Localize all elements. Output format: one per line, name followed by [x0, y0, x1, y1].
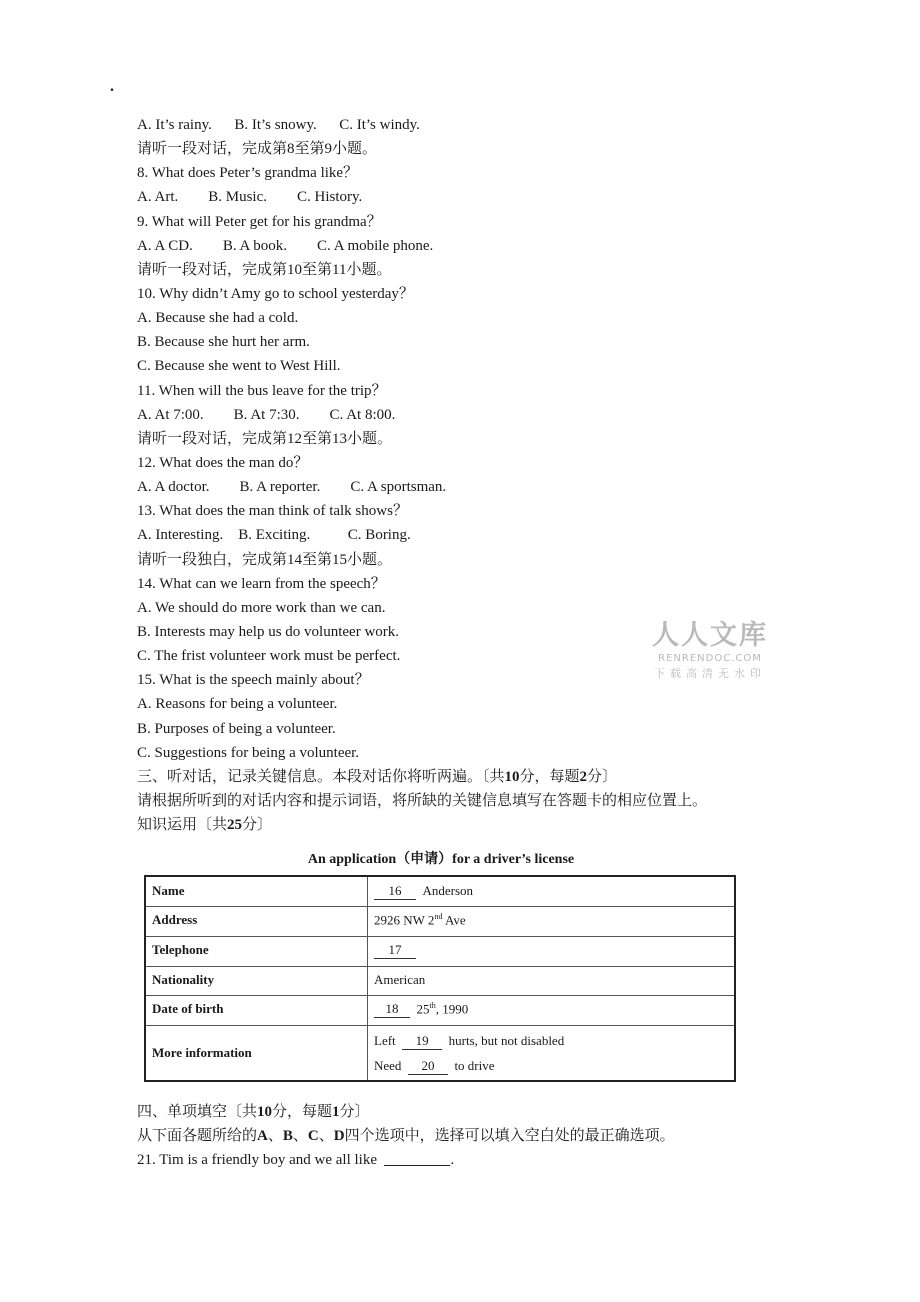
text-segment: A. Because she had a cold. — [137, 310, 299, 327]
text-segment: 四、单项填空〔共 — [137, 1104, 258, 1120]
text-line — [137, 596, 837, 620]
text-segment: C. The frist volunteer work must be perfect. — [137, 648, 401, 665]
text-segment: B. Because she hurt her arm. — [137, 334, 310, 351]
text-segment: 、 — [318, 1128, 334, 1145]
text-segment: B. Interests may help us do volunteer work. — [137, 623, 400, 640]
text-segment: D — [333, 1128, 345, 1145]
text-segment: B. Purposes of being a volunteer. — [137, 720, 336, 737]
exam-text-after-table — [137, 1100, 837, 1172]
license-form-table — [144, 875, 736, 1082]
text-line — [137, 330, 837, 354]
text-segment: 13. What does the man think of talk shows？ — [137, 503, 408, 520]
label-address: Address — [152, 912, 198, 927]
label-more-information: More information — [152, 1045, 252, 1060]
text-line — [137, 306, 837, 330]
text-line — [137, 475, 837, 499]
text-segment: A. It’s rainy. B. It’s snowy. C. It’s windy. — [137, 117, 420, 133]
text-segment: 知识运用〔共 — [137, 817, 228, 834]
form-title: An application（申请）for a driver’s license — [307, 852, 575, 867]
text-line — [137, 789, 837, 813]
text-line — [137, 185, 837, 209]
text-segment: 25 — [227, 817, 243, 834]
form-row-date-of-birth — [146, 995, 734, 1026]
text-line — [137, 765, 837, 789]
text-line — [137, 403, 837, 427]
text-line — [137, 113, 837, 137]
exam-text — [137, 113, 837, 837]
text-line — [137, 234, 837, 258]
text-segment: 2 — [579, 768, 588, 785]
text-segment: 请根据所听到的对话内容和提示词语，将所缺的关键信息填写在答题卡的相应位置上。 — [137, 792, 708, 809]
watermark-url: RENRENDOC.COM — [658, 653, 762, 664]
text-segment: 12. What does the man do？ — [137, 454, 309, 471]
text-line — [137, 282, 837, 306]
text-segment: 请听一段对话，完成第8至第9小题。 — [137, 141, 378, 158]
text-segment: A. Interesting. B. Exciting. C. Boring. — [137, 527, 411, 544]
text-segment: A. Art. B. Music. C. History. — [137, 189, 363, 206]
value-telephone: 17 — [374, 942, 416, 959]
text-line — [137, 572, 837, 596]
watermark — [645, 620, 775, 682]
text-segment: 请听一段独白，完成第14至第15小题。 — [137, 551, 393, 568]
value-more-info-line1: Left 19 hurts, but not disabled — [374, 1033, 565, 1048]
text-segment: A. A doctor. B. A reporter. C. A sportsman. — [137, 479, 447, 496]
answer-blank — [384, 1151, 450, 1166]
text-line — [137, 427, 837, 451]
page-dot: . — [110, 78, 114, 95]
form-row-name — [146, 877, 734, 907]
text-segment: 21. Tim is a friendly boy and we all like — [137, 1152, 385, 1169]
form-row-nationality — [146, 966, 734, 996]
text-segment: C. Suggestions for being a volunteer. — [137, 744, 360, 761]
text-line — [137, 1124, 837, 1148]
text-segment: 分〕 — [339, 1104, 370, 1120]
text-line — [137, 499, 837, 523]
text-segment: 1 — [332, 1104, 340, 1120]
text-segment: 四个选项中，选择可以填入空白处的最正确选项。 — [344, 1128, 675, 1145]
text-segment: 8. What does Peter’s grandma like？ — [137, 165, 359, 182]
text-line — [137, 161, 837, 185]
text-segment: 10 — [504, 768, 520, 785]
text-line — [137, 379, 837, 403]
text-segment: C — [307, 1128, 319, 1145]
text-line — [137, 523, 837, 547]
text-segment: A. Reasons for being a volunteer. — [137, 696, 338, 713]
label-nationality: Nationality — [152, 972, 215, 987]
text-line — [137, 548, 837, 572]
text-segment: 分，每题 — [272, 1104, 333, 1120]
text-segment: 11. When will the bus leave for the trip？ — [137, 382, 387, 399]
text-segment: 10 — [257, 1104, 273, 1120]
form-row-more-information — [146, 1025, 734, 1082]
text-segment: 、 — [267, 1128, 283, 1145]
text-segment: 14. What can we learn from the speech？ — [137, 575, 386, 592]
value-nationality: American — [374, 972, 426, 987]
text-segment: 15. What is the speech mainly about？ — [137, 672, 370, 689]
text-segment: 、 — [292, 1128, 308, 1145]
text-segment: C. Because she went to West Hill. — [137, 358, 341, 375]
text-segment: B — [282, 1128, 293, 1145]
text-line: 21. Tim is a friendly boy and we all like . — [137, 1152, 455, 1169]
label-name: Name — [152, 883, 185, 898]
text-segment: 请听一段对话，完成第12至第13小题。 — [137, 430, 393, 447]
text-line — [137, 258, 837, 282]
label-telephone: Telephone — [152, 942, 209, 957]
value-address: 2926 NW 2nd Ave — [374, 912, 466, 928]
value-more-info-line2: Need 20 to drive — [374, 1058, 495, 1073]
text-segment: 分〕 — [587, 768, 618, 785]
text-segment: 从下面各题所给的 — [137, 1128, 258, 1145]
text-segment: 9. What will Peter get for his grandma？ — [137, 213, 382, 230]
text-segment: 三、听对话，记录关键信息。本段对话你将听两遍。〔共 — [137, 768, 505, 785]
text-segment: 请听一段对话，完成第10至第11小题。 — [137, 261, 392, 278]
value-name: 16 Anderson — [374, 883, 473, 900]
form-row-telephone — [146, 936, 734, 967]
text-line — [137, 813, 837, 837]
text-line — [137, 741, 837, 765]
text-line — [137, 210, 837, 234]
text-segment: A. At 7:00. B. At 7:30. C. At 8:00. — [137, 406, 396, 423]
form-row-address — [146, 906, 734, 937]
text-segment: A. We should do more work than we can. — [137, 599, 386, 616]
text-line — [137, 717, 837, 741]
text-line — [137, 354, 837, 378]
text-line — [137, 137, 837, 161]
text-line — [137, 451, 837, 475]
label-date-of-birth: Date of birth — [152, 1001, 224, 1016]
text-segment: 分〕 — [242, 817, 273, 834]
text-segment: 10. Why didn’t Amy go to school yesterday？ — [137, 285, 414, 302]
text-line — [137, 1100, 837, 1124]
watermark-subtitle: 下载高清无水印 — [654, 667, 766, 680]
text-segment: 分，每题 — [519, 768, 580, 785]
text-segment: A — [257, 1128, 268, 1145]
watermark-title: 人人文库 — [652, 620, 768, 651]
text-segment: A. A CD. B. A book. C. A mobile phone. — [137, 237, 434, 254]
text-line — [137, 692, 837, 716]
value-date-of-birth: 18 25th, 1990 — [374, 1001, 468, 1018]
